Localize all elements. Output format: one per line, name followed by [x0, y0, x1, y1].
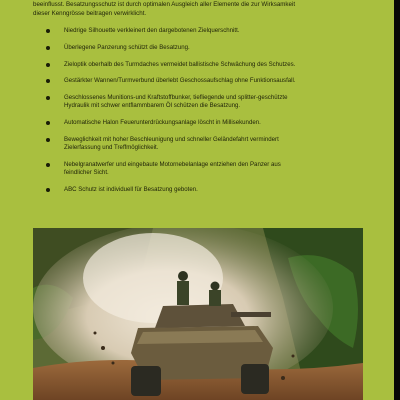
crew-helmet [211, 282, 220, 291]
bullet-dot-icon [46, 29, 50, 33]
bullet-dot-icon [46, 46, 50, 50]
bullet-dot-icon [46, 63, 50, 67]
debris [281, 376, 285, 380]
tank-glacis [137, 330, 263, 344]
bullet-text: Niedrige Silhouette verkleinert den dargebotenen Zielquerschnitt. [64, 27, 240, 34]
bullet-text: Zielerfassung und Treffmöglichkeit. [64, 144, 159, 152]
bullet-text: ABC Schutz ist individuell für Besatzung geboten. [64, 186, 198, 194]
bullet-text: Hydraulik mit schwer entflammbarem Öl schützen die Besatzung. [64, 102, 241, 110]
tank-photo-illustration [33, 228, 363, 400]
bullet-text: feindlicher Sicht. [64, 169, 109, 177]
bullet-item [44, 77, 374, 85]
bullet-dot-icon [46, 138, 50, 142]
bullet-text: Geschlossenes Munitions-und Kraftstoffbunker, tiefliegende und splitter-geschützte [64, 94, 288, 102]
bullet-item [44, 119, 374, 127]
debris [101, 346, 105, 350]
crew-helmet [178, 271, 188, 281]
bullet-text: Automatische Halon Feuerunterdrückungsanlage löscht in Millisekunden. [64, 119, 261, 127]
bullet-item [44, 27, 374, 35]
bullet-text: Überlegene Panzerung schützt die Besatzung. [64, 43, 190, 51]
tank-track-right [241, 364, 269, 394]
bullet-dot-icon [46, 96, 50, 100]
bullet-dot-icon [46, 121, 50, 125]
debris [94, 332, 97, 335]
feature-bullet-list [44, 27, 374, 195]
crew-member [209, 290, 221, 306]
tank-track-left [131, 366, 161, 396]
bullet-dot-icon [46, 188, 50, 192]
bullet-dot-icon [46, 163, 50, 167]
bullet-dot-icon [46, 79, 50, 83]
bullet-text: Beweglichkeit mit hoher Beschleunigung und schneller Geländefahrt vermindert [64, 136, 279, 144]
debris [112, 362, 115, 365]
intro-line: beeinflusst. Besatzungsschutz ist durch optimalen Ausgleich aller Elemente die zur Wirksamkeit [33, 1, 296, 8]
bullet-item [44, 136, 374, 153]
bullet-item [44, 161, 374, 178]
bullet-item [44, 61, 374, 69]
bullet-item [44, 94, 374, 111]
bullet-text: Zieloptik oberhalb des Turmdaches vermeidet ballistische Schwächung des Schutzes. [64, 60, 296, 68]
tank-photo [33, 228, 363, 400]
intro-paragraph [33, 0, 373, 18]
bullet-item [44, 44, 374, 52]
crew-member [177, 281, 189, 305]
tank-gun [231, 312, 271, 317]
bullet-text: Gestärkter Wannen/Turmverbund überlebt Geschossaufschlag ohne Funktionsausfall. [64, 77, 296, 85]
page-edge [394, 0, 400, 400]
intro-line: dieser Kenngrösse beitragen verwirklicht. [33, 10, 147, 17]
bullet-text: Nebelgranatwerfer und eingebaute Motornebelanlage entziehen den Panzer aus [64, 161, 281, 169]
bullet-item [44, 186, 374, 194]
debris [292, 355, 295, 358]
